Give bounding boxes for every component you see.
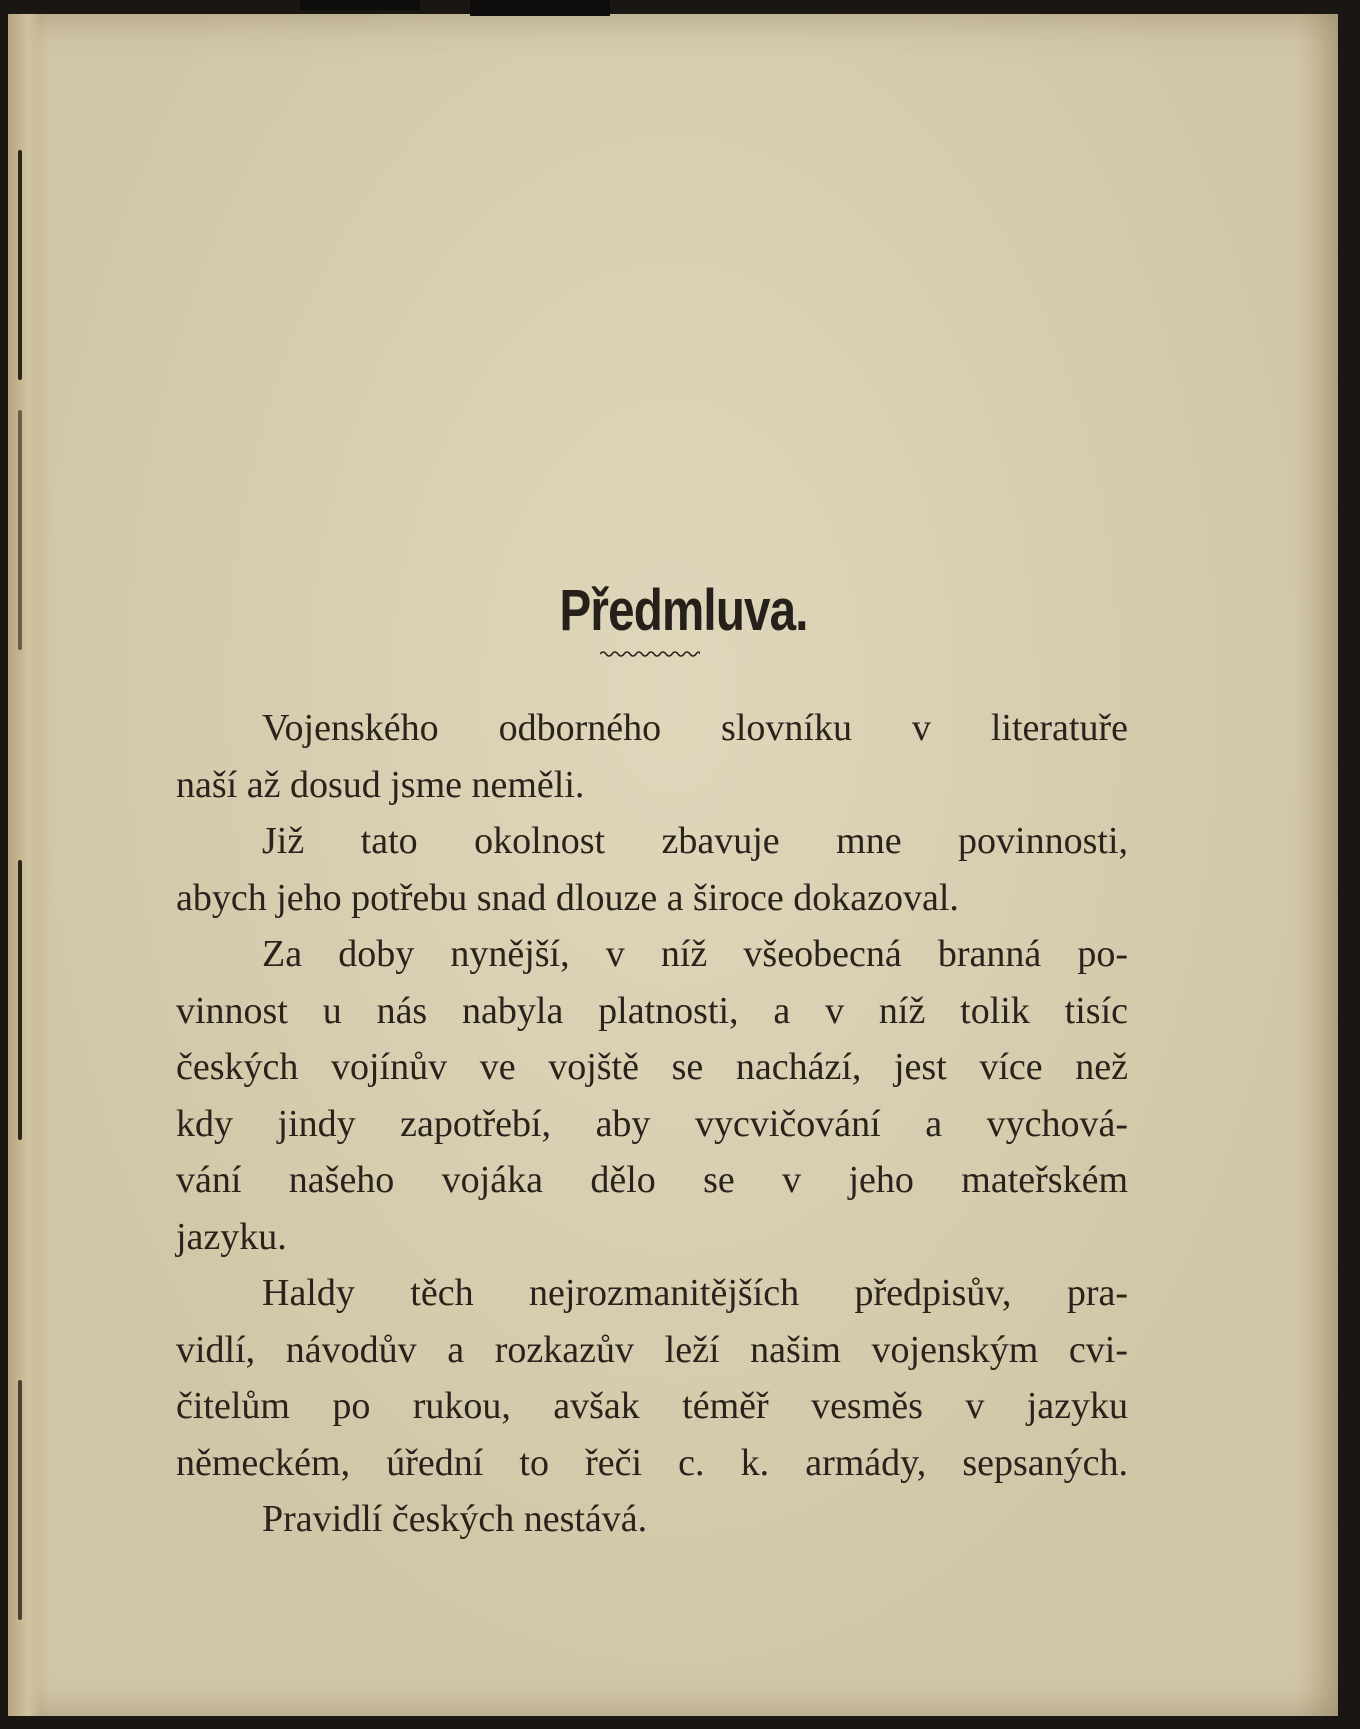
paragraph — [176, 1491, 1128, 1548]
decorative-wavy-rule — [600, 650, 700, 658]
binding-stitch — [18, 150, 22, 380]
text-line: naší až dosud jsme neměli. — [176, 763, 585, 806]
paragraph — [176, 926, 1128, 1265]
text-line: Haldy těch nejrozmanitějších předpisův, pra- — [262, 1272, 1128, 1314]
text-line: českých vojínův ve vojště se nachází, jest více než — [176, 1046, 1128, 1088]
text-line: Vojenského odborného slovníku v literatuře — [262, 707, 1128, 749]
body-text — [176, 700, 1128, 1548]
text-line: Pravidlí českých nestává. — [262, 1498, 648, 1540]
paragraph — [176, 813, 1128, 926]
text-line: německém, úřední to řeči c. k. armády, sepsaných. — [176, 1441, 1128, 1484]
text-line: čitelům po rukou, avšak téměř vesměs v jazyku — [176, 1385, 1128, 1427]
text-line: Již tato okolnost zbavuje mne povinnosti, — [262, 820, 1128, 862]
binding-stitch — [18, 1380, 22, 1620]
text-line: jazyku. — [176, 1215, 287, 1258]
text-line: kdy jindy zapotřebí, aby vycvičování a vychová- — [176, 1102, 1128, 1145]
page-binding-edge — [8, 14, 42, 1716]
text-line: vidlí, návodův a rozkazův leží našim vojenským cvi- — [176, 1328, 1128, 1371]
paragraph — [176, 1265, 1128, 1491]
binding-stitch — [18, 410, 22, 650]
text-line: vinnost u nás nabyla platnosti, a v níž tolik tisíc — [176, 989, 1128, 1032]
top-edge-mark — [300, 0, 420, 10]
paragraph — [176, 700, 1128, 813]
top-edge-mark — [470, 0, 610, 16]
text-line: Za doby nynější, v níž všeobecná branná po- — [262, 933, 1128, 975]
text-line: vání našeho vojáka dělo se v jeho mateřském — [176, 1159, 1128, 1201]
page-title: Předmluva. — [559, 577, 808, 643]
binding-stitch — [18, 860, 22, 1140]
text-line: abych jeho potřebu snad dlouze a široce dokazoval. — [176, 876, 959, 919]
